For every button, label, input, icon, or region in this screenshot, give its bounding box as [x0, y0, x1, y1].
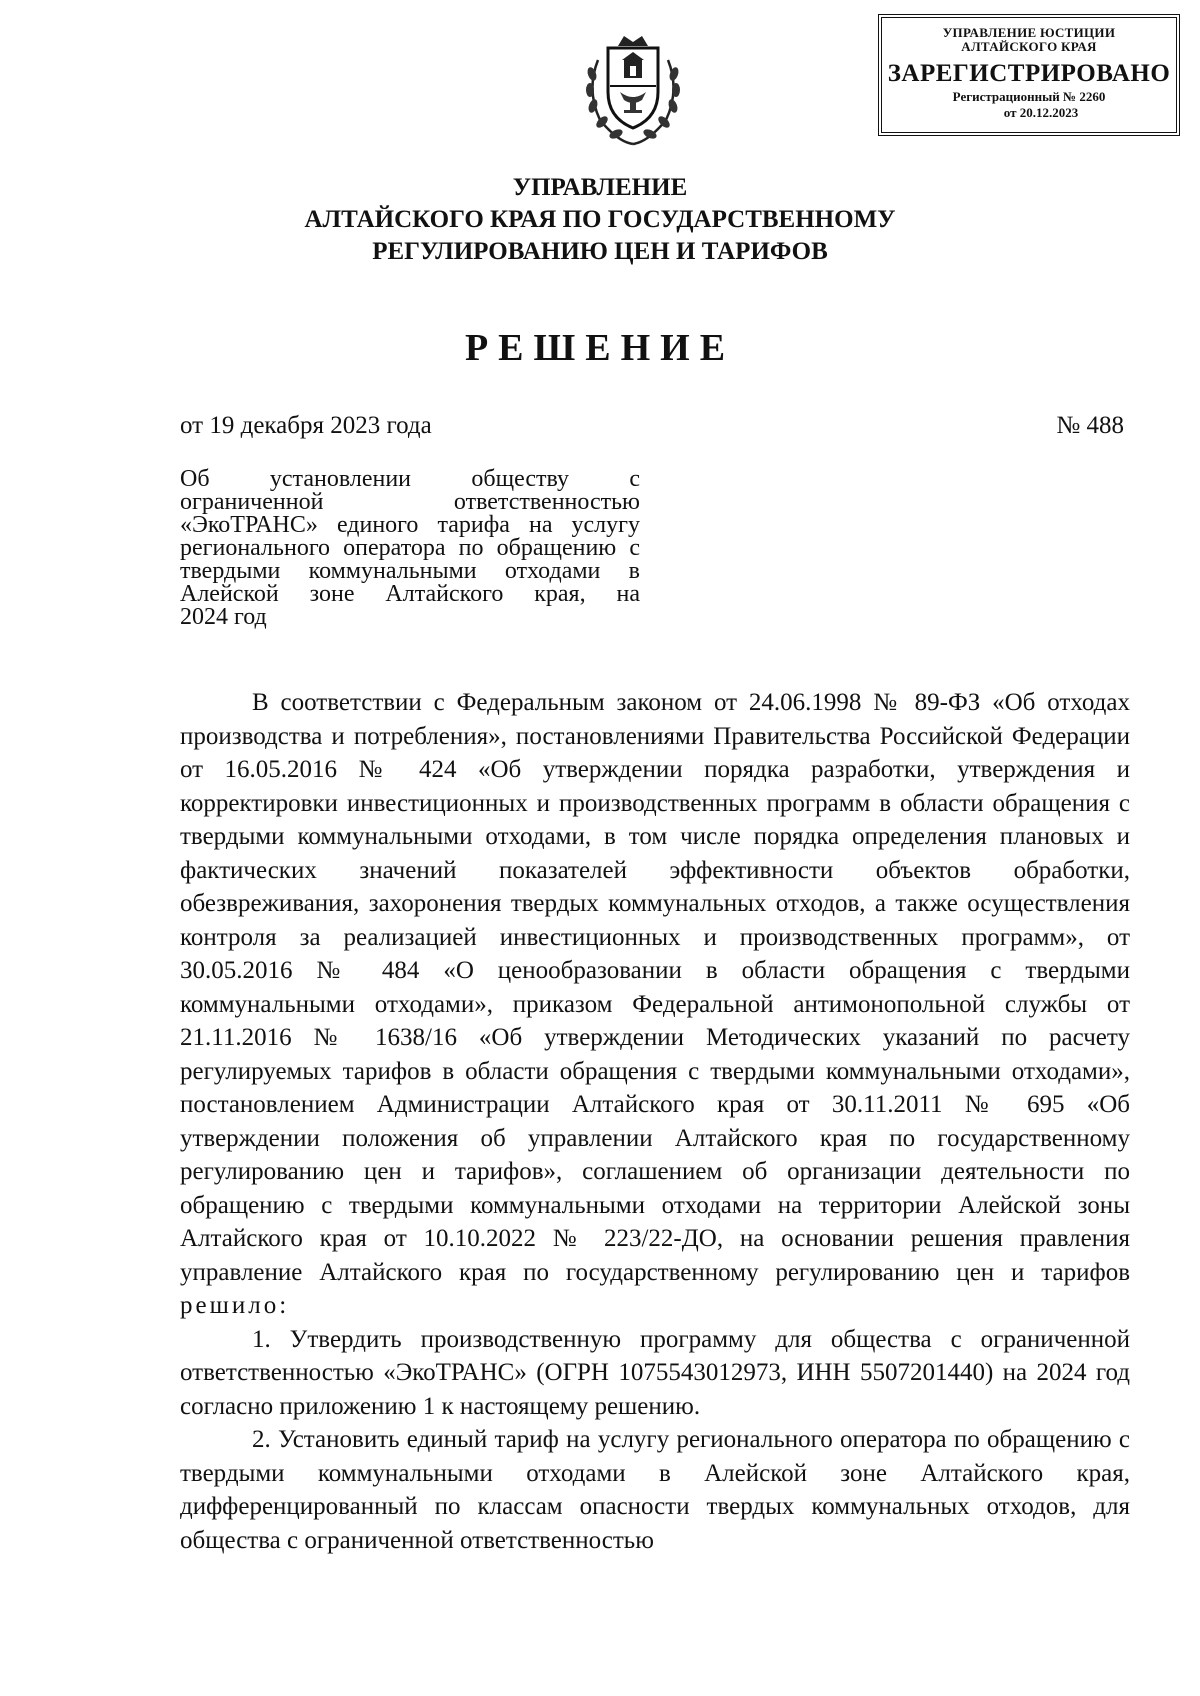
stamp-reg-number: Регистрационный № 2260: [952, 89, 1106, 104]
stamp-org-line1: УПРАВЛЕНИЕ ЮСТИЦИИ: [942, 25, 1116, 40]
preamble-paragraph: [180, 686, 1130, 1323]
document-subject: [180, 468, 640, 629]
document-body: [180, 686, 1130, 1557]
document-date: от 19 декабря 2023 года: [180, 412, 432, 439]
stamp-date: от 20.12.2023: [1003, 105, 1079, 120]
stamp-org-line2: АЛТАЙСКОГО КРАЯ: [961, 39, 1097, 54]
registration-stamp: [878, 14, 1180, 136]
subject-line: ограниченной ответственностью: [180, 489, 640, 515]
subject-line: «ЭкоТРАНС» единого тарифа на услугу: [180, 512, 640, 538]
decision-item-2: 2. Установить единый тариф на услугу регионального оператора по обращению с твердыми коммунальными отходами в Алейской зоне Алтайского края, дифференцированный по классам опасности твердых коммунальных отходов, для общества с ограниченной ответственностью: [180, 1426, 1130, 1554]
agency-line: РЕГУЛИРОВАНИЮ ЦЕН И ТАРИФОВ: [372, 238, 828, 265]
altai-krai-coat-of-arms-icon: [578, 30, 688, 150]
stamp-status: ЗАРЕГИСТРИРОВАНО: [887, 60, 1171, 87]
subject-line: твердыми коммунальными отходами в: [180, 558, 640, 584]
decided-word: решило:: [180, 1292, 290, 1319]
subject-line: Об установлении обществу с: [180, 466, 640, 492]
subject-line: регионального оператора по обращению с: [180, 535, 640, 561]
document-type-title: РЕШЕНИЕ: [464, 327, 736, 369]
agency-header: [0, 172, 1200, 268]
agency-line: АЛТАЙСКОГО КРАЯ ПО ГОСУДАРСТВЕННОМУ: [304, 206, 896, 233]
subject-line: 2024 год: [180, 604, 267, 630]
agency-line: УПРАВЛЕНИЕ: [512, 174, 688, 201]
decision-item-1: 1. Утвердить производственную программу для общества с ограниченной ответственностью «ЭкоТРАНС» (ОГРН 1075543012973, ИНН 5507201440) на 2024 год согласно приложению 1 к настоящему решению.: [180, 1325, 1130, 1420]
preamble-text: В соответствии с Федеральным законом от 24.06.1998 № 89-ФЗ «Об отходах производства и потребления», постановлениями Правительства Российской Федерации от 16.05.2016 № 424 «Об утверждении порядка разработки, утверждения и корректировки инвестиционных и производственных программ в области обращения с твердыми коммунальными отходами, в том числе порядка определения плановых и фактических значений показателей эффективности объектов обработки, обезвреживания, захоронения твердых коммунальных отходов, а также осуществления контроля за реализацией инвестиционных и производственных программ», от 30.05.2016 № 484 «О ценообразовании в области обращения с твердыми коммунальными отходами», приказом Федеральной антимонопольной службы от 21.11.2016 № 1638/16 «Об утверждении Методических указаний по расчету регулируемых тарифов в области обращения с твердыми коммунальными отходами», постановлением Администрации Алтайского края от 30.11.2011 № 695 «Об утверждении положения об управлении Алтайского края по государственному регулированию цен и тарифов», соглашением об организации деятельности по обращению с твердыми коммунальными отходами на территории Алейской зоны Алтайского края от 10.10.2022 № 223/22-ДО, на основании решения правления управление Алтайского края по государственному регулированию цен и тарифов: [180, 689, 1130, 1286]
subject-line: Алейской зоне Алтайского края, на: [180, 581, 640, 607]
document-number: № 488: [1056, 412, 1124, 439]
